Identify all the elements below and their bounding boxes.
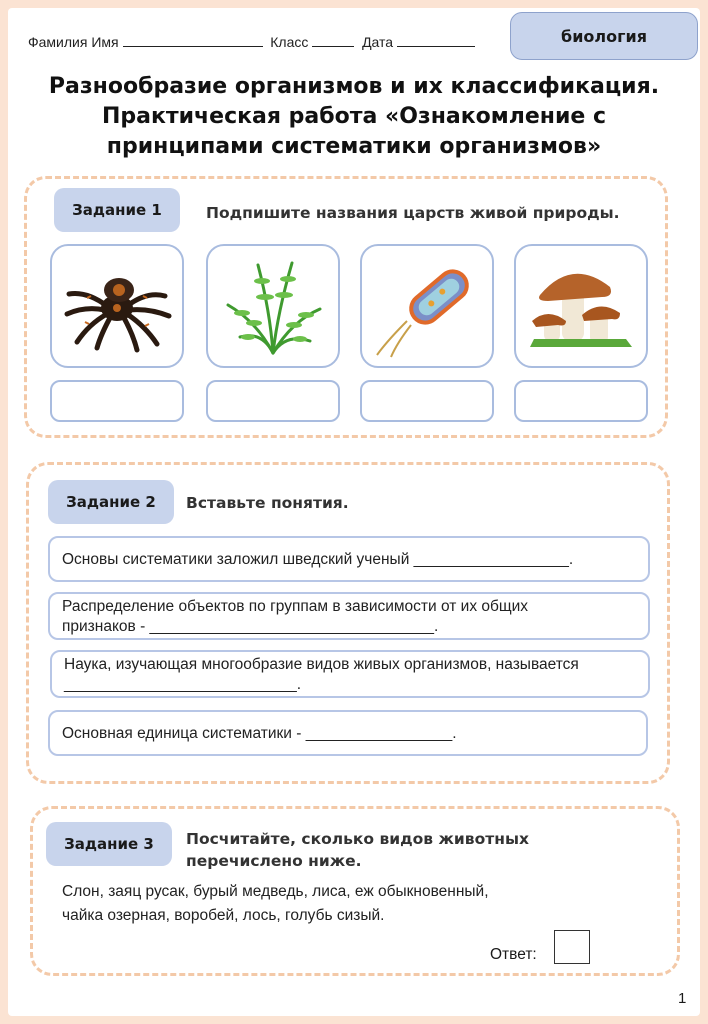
image-card-fern (206, 244, 340, 368)
answer-label: Ответ: (490, 946, 537, 963)
fill-row-3-line1: Наука, изучающая многообразие видов живых организмов, называется (64, 656, 579, 673)
title-line-3: принципами систематики организмов» (106, 134, 602, 159)
animal-list-line2: чайка озерная, воробей, лось, голубь сизый. (62, 907, 385, 924)
fill-row-2[interactable] (48, 592, 650, 640)
page-number: 1 (678, 990, 687, 1007)
image-card-mushroom (514, 244, 648, 368)
surname-field[interactable] (123, 35, 263, 47)
class-field[interactable] (312, 35, 354, 47)
task3-instruction-line1: Посчитайте, сколько видов животных (186, 830, 529, 848)
task2-instruction: Вставьте понятия. (186, 494, 349, 512)
fill-row-2-line1: Распределение объектов по группам в зависимости от их общих (62, 598, 529, 615)
fill-row-3[interactable] (50, 650, 650, 698)
fill-row-1[interactable] (48, 536, 650, 582)
spider-icon (57, 256, 177, 356)
kingdom-answer-3[interactable] (360, 380, 494, 422)
fill-row-4-text: Основная единица систематики - _________________. (62, 725, 457, 742)
animal-list-line1: Слон, заяц русак, бурый медведь, лиса, еж обыкновенный, (62, 883, 489, 900)
answer-box[interactable] (554, 930, 590, 964)
surname-label: Фамилия Имя (28, 34, 119, 50)
kingdom-answer-1[interactable] (50, 380, 184, 422)
animal-list (62, 880, 489, 928)
task3-instruction (186, 828, 529, 872)
bacterium-icon (367, 251, 487, 361)
worksheet-page (8, 8, 700, 1016)
fern-icon (218, 251, 328, 361)
task3-badge: Задание 3 (46, 822, 172, 866)
fill-row-1-text: Основы систематики заложил шведский ученый __________________. (62, 551, 574, 568)
class-label: Класс (270, 34, 309, 50)
kingdom-answer-2[interactable] (206, 380, 340, 422)
date-label: Дата (362, 34, 394, 50)
task1-instruction: Подпишите названия царств живой природы. (206, 204, 620, 222)
title-line-2: Практическая работа «Ознакомление с (101, 104, 607, 129)
mushroom-icon (526, 251, 636, 361)
task1-badge: Задание 1 (54, 188, 180, 232)
fill-row-4[interactable] (48, 710, 648, 756)
kingdom-answer-4[interactable] (514, 380, 648, 422)
task3-instruction-line2: перечислено ниже. (186, 852, 362, 870)
title-line-1: Разнообразие организмов и их классификация. (48, 74, 660, 99)
page-title (8, 72, 700, 162)
fill-row-2-line2: признаков - _________________________________. (62, 618, 439, 635)
subject-badge: биология (510, 12, 698, 60)
fill-row-3-line2: ___________________________. (64, 676, 302, 693)
student-info-line (28, 34, 475, 50)
image-card-spider (50, 244, 184, 368)
task2-badge: Задание 2 (48, 480, 174, 524)
image-card-bacterium (360, 244, 494, 368)
date-field[interactable] (397, 35, 475, 47)
